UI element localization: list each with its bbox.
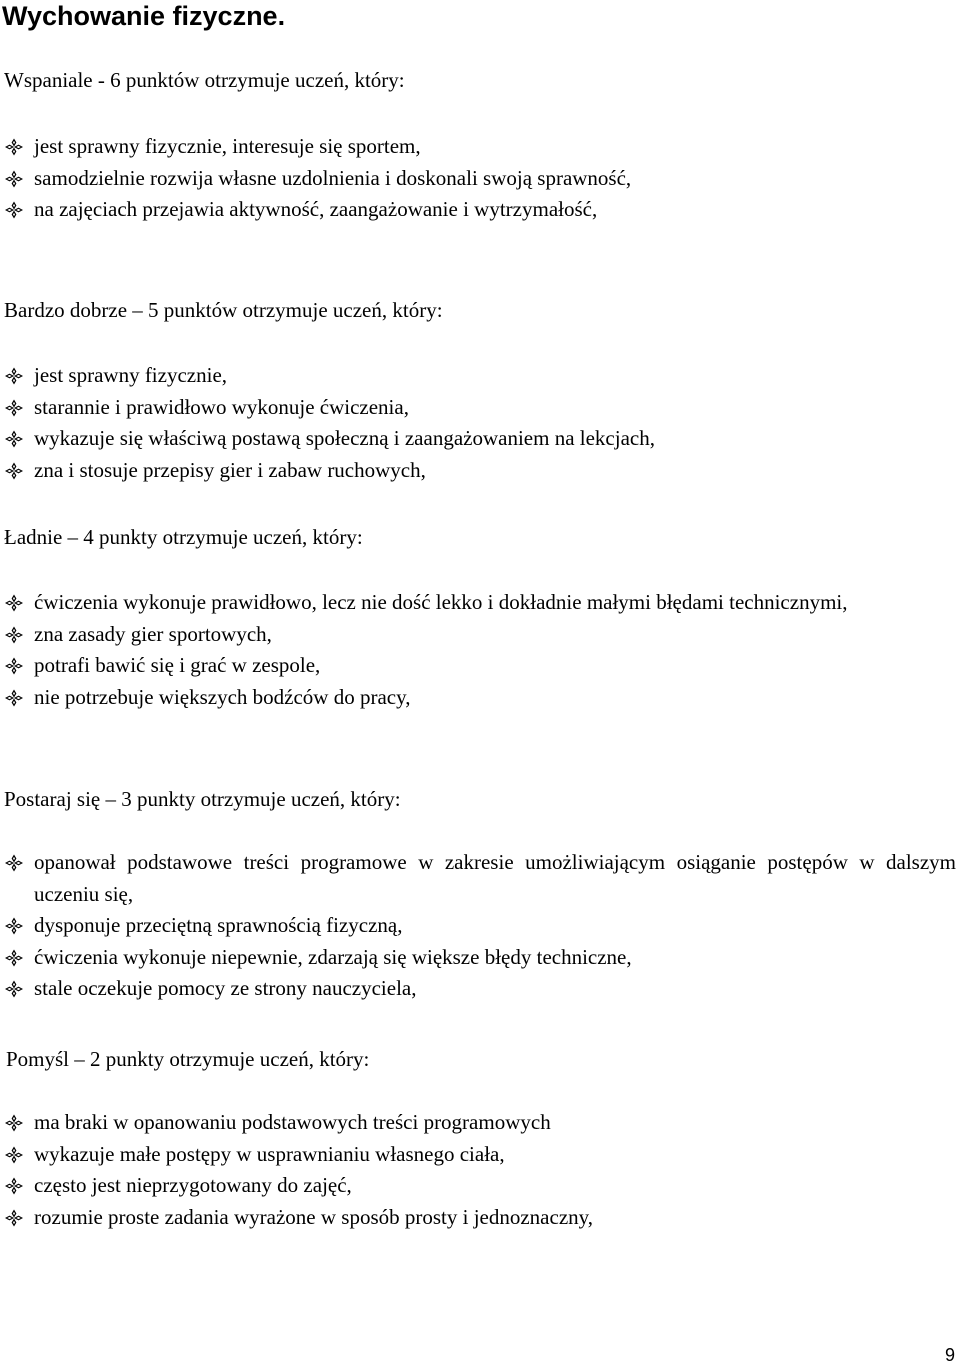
list-item [0, 587, 956, 619]
list-item [0, 973, 960, 1005]
criteria-list-3-points [0, 847, 960, 1005]
list-item [0, 455, 960, 487]
four-diamond-bullet-icon [4, 201, 24, 219]
list-item [0, 847, 956, 910]
list-item [0, 423, 960, 455]
list-item-text: na zajęciach przejawia aktywność, zaangażowanie i wytrzymałość, [34, 197, 598, 221]
four-diamond-bullet-icon [4, 689, 24, 707]
four-diamond-bullet-icon [4, 1177, 24, 1195]
four-diamond-bullet-icon [4, 138, 24, 156]
four-diamond-bullet-icon [4, 1114, 24, 1132]
list-item [0, 194, 960, 226]
four-diamond-bullet-icon [4, 399, 24, 417]
four-diamond-bullet-icon [4, 657, 24, 675]
criteria-list-5-points [0, 360, 960, 486]
four-diamond-bullet-icon [4, 462, 24, 480]
list-item [0, 910, 960, 942]
four-diamond-bullet-icon [4, 170, 24, 188]
section-heading-4-points: Ładnie – 4 punkty otrzymuje uczeń, który: [4, 525, 363, 549]
list-item-text: dysponuje przeciętną sprawnością fizyczną, [34, 913, 403, 937]
list-item [0, 1202, 960, 1234]
list-item-text: potrafi bawić się i grać w zespole, [34, 653, 321, 677]
list-item-text: wykazuje się właściwą postawą społeczną i zaangażowaniem na lekcjach, [34, 426, 655, 450]
list-item-text: jest sprawny fizycznie, interesuje się sportem, [34, 134, 421, 158]
list-item-text: jest sprawny fizycznie, [34, 363, 228, 387]
list-item-text: stale oczekuje pomocy ze strony nauczyciela, [34, 976, 417, 1000]
list-item-text: zna zasady gier sportowych, [34, 621, 272, 646]
list-item-text: opanował podstawowe treści programowe w zakresie umożliwiającym osiąganie postępów w dalszym uczeniu się, [34, 850, 956, 906]
page-number: 9 [944, 1345, 955, 1365]
four-diamond-bullet-icon [4, 1209, 24, 1227]
list-item-text: często jest nieprzygotowany do zajęć, [34, 1173, 352, 1197]
four-diamond-bullet-icon [4, 594, 24, 612]
section-heading-3-points: Postaraj się – 3 punkty otrzymuje uczeń, który: [4, 787, 401, 811]
four-diamond-bullet-icon [4, 980, 24, 998]
four-diamond-bullet-icon [4, 626, 24, 644]
four-diamond-bullet-icon [4, 1146, 24, 1164]
section-heading-2-points: Pomyśl – 2 punkty otrzymuje uczeń, który: [6, 1047, 370, 1071]
criteria-list-6-points [0, 131, 960, 226]
list-item-text: zna i stosuje przepisy gier i zabaw ruchowych, [34, 457, 426, 482]
list-item-text: ćwiczenia wykonuje niepewnie, zdarzają się większe błędy techniczne, [34, 944, 632, 969]
list-item-text: samodzielnie rozwija własne uzdolnienia i doskonali swoją sprawność, [34, 165, 632, 190]
list-item [0, 1107, 960, 1139]
list-item [0, 1139, 960, 1171]
list-item-text: ma braki w opanowaniu podstawowych treści programowych [34, 1110, 551, 1134]
list-item-text: starannie i prawidłowo wykonuje ćwiczenia, [34, 394, 409, 419]
list-item [0, 650, 960, 682]
list-item [0, 1170, 960, 1202]
page-title: Wychowanie fizyczne. [2, 1, 286, 31]
four-diamond-bullet-icon [4, 949, 24, 967]
four-diamond-bullet-icon [4, 917, 24, 935]
list-item-text: ćwiczenia wykonuje prawidłowo, lecz nie dość lekko i dokładnie małymi błędami technicznymi, [34, 590, 848, 614]
list-item [0, 619, 960, 651]
four-diamond-bullet-icon [4, 367, 24, 385]
section-heading-5-points: Bardzo dobrze – 5 punktów otrzymuje uczeń, który: [4, 298, 443, 322]
four-diamond-bullet-icon [4, 430, 24, 448]
criteria-list-4-points [0, 587, 960, 713]
list-item [0, 942, 960, 974]
list-item-text: rozumie proste zadania wyrażone w sposób prosty i jednoznaczny, [34, 1204, 594, 1229]
four-diamond-bullet-icon [4, 854, 24, 872]
criteria-list-2-points [0, 1107, 960, 1233]
list-item [0, 131, 960, 163]
list-item [0, 360, 960, 392]
section-heading-6-points: Wspaniale - 6 punktów otrzymuje uczeń, który: [4, 68, 405, 92]
list-item-text: nie potrzebuje większych bodźców do pracy, [34, 684, 411, 709]
list-item [0, 682, 960, 714]
list-item-text: wykazuje małe postępy w usprawnianiu własnego ciała, [34, 1141, 505, 1166]
list-item [0, 392, 960, 424]
list-item [0, 163, 960, 195]
